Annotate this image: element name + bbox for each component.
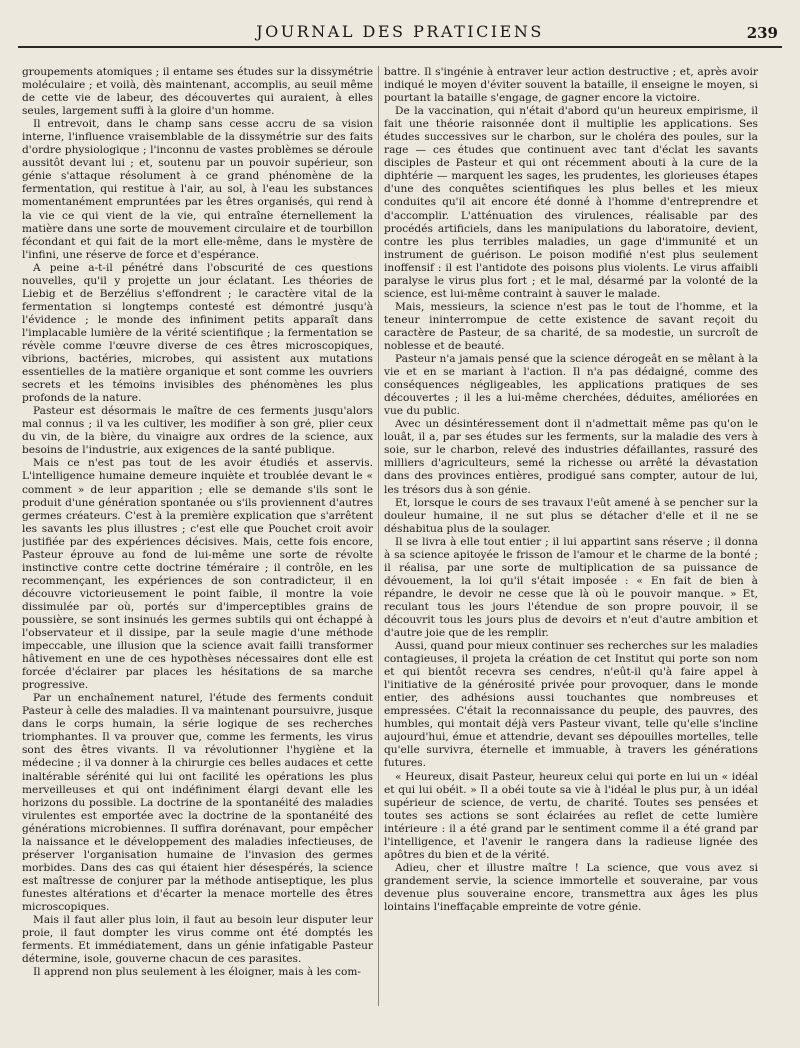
paragraph: Mais ce n'est pas tout de les avoir étudiés et asservis. L'intelligence humaine demeure inquiète et troublée devant le « comment » de leur apparition ; elle se demande s'ils sont le produit d'une génération spontanée ou s'ils proviennent d'autres germes créateurs. C'est à la première explication que s'arrêtent les savants les plus illustres ; c'est elle que Pouchet croit avoir justifiée par des expériences décisives. Mais, cette fois encore, Pasteur éprouve au fond de lui-même une sorte de révolte instinctive contre cette doctrine téméraire ; il contrôle, en les recommençant, les expériences de son contradicteur, il en découvre victorieusement le point faible, il montre la voie dissimulée par où, portés sur d'imperceptibles grains de poussière, se sont insinués les germes subtils qui ont échappé à l'observateur et il dissipe, par la seule magie d'une méthode impeccable, une illusion que la science avait failli transformer hâtivement en une de ces hypothèses nécessaires dont elle est forcée d'éclairer par places les hésitations de sa marche progressive.	[22, 457, 373, 692]
page-number: 239	[746, 24, 778, 42]
left-column	[22, 66, 373, 1036]
journal-title: JOURNAL DES PRATICIENS	[256, 22, 544, 41]
paragraph: Par un enchaînement naturel, l'étude des ferments conduit Pasteur à celle des maladies. Il va maintenant poursuivre, jusque dans le corps humain, la série logique de ses recherches triomphantes. Il va prouver que, comme les ferments, les virus sont des êtres vivants. Il va révolutionner l'hygiène et la médecine ; il va donner à la chirurgie ces belles audaces et cette inaltérable sérénité qui lui ont facilité les opérations les plus merveilleuses et qui ont indéfiniment élargi devant elle les horizons du possible. La doctrine de la spontanéité des maladies virulentes est emportée avec la doctrine de la spontanéité des générations microbiennes. Il suffira dorénavant, pour empêcher la naissance et le développement des maladies infectieuses, de préserver l'organisation humaine de l'invasion des germes morbides. Dans des cas qui étaient hier désespérés, la science est maîtresse de conjurer par la méthode antiseptique, les plus funestes altérations et d'écarter la menace mortelle des êtres microscopiques.	[22, 692, 373, 913]
column-divider	[378, 66, 379, 1006]
paragraph: Il entrevoit, dans le champ sans cesse accru de sa vision interne, l'influence vraisemblable de la dissymétrie sur des faits d'ordre physiologique ; l'inconnu de vastes problèmes se déroule aussitôt devant lui ; et, soutenu par un pouvoir supérieur, son génie s'attaque résolument à ce grand phénomène de la fermentation, qui restitue à l'air, au sol, à l'eau les substances momentanément empruntées par les êtres organisés, qui rend à la vie ce qui vient de la vie, qui entraîne éternellement la matière dans une sorte de mouvement circulaire et de tourbillon fécondant et qui fait de la mort elle-même, dans le mystère de l'infini, une réserve de force et d'espérance.	[22, 118, 373, 261]
paragraph: Pasteur est désormais le maître de ces ferments jusqu'alors mal connus ; il va les cultiver, les modifier à son gré, plier ceux du vin, de la bière, du vinaigre aux ordres de la science, aux besoins de l'industrie, aux exigences de la santé publique.	[22, 405, 373, 457]
header-rule	[18, 46, 782, 48]
paragraph: A peine a-t-il pénétré dans l'obscurité de ces questions nouvelles, qu'il y projette un jour éclatant. Les théories de Liebig et de Berzélius s'effondrent ; le caractère vital de la fermentation si longtemps contesté est démontré jusqu'à l'évidence ; le monde des infiniment petits apparaît dans l'implacable lumière de la vérité scientifique ; la fermentation se révèle comme l'œuvre diverse de ces êtres microscopiques, vibrions, bactéries, microbes, qui assistent aux mutations essentielles de la matière organique et sont comme les ouvriers secrets et les témoins invisibles des phénomènes les plus profonds de la nature.	[22, 261, 373, 405]
paragraph: battre. Il s'ingénie à entraver leur action destructive ; et, après avoir indiqué le moyen d'éviter souvent la bataille, il enseigne le moyen, si pourtant la bataille s'engage, de gagner encore la victoire.	[384, 66, 758, 105]
paragraph: Et, lorsque le cours de ses travaux l'eût amené à se pencher sur la douleur humaine, il ne sut plus se détacher d'elle et il ne se déshabitua plus de la soulager.	[384, 496, 758, 535]
paragraph: Avec un désintéressement dont il n'admettait même pas qu'on le louât, il a, par ses études sur les ferments, sur la maladie des vers à soie, sur le charbon, relevé des industries défaillantes, rassuré des milliers d'agriculteurs, semé la richesse ou arrêté la dévastation dans des provinces entières, prodigué sans compter, autour de lui, les trésors dus à son génie.	[384, 418, 758, 496]
paragraph: Il se livra à elle tout entier ; il lui appartint sans réserve ; il donna à sa science apitoyée le frisson de l'amour et le charme de la bonté ; il réalisa, par une sorte de multiplication de sa puissance de dévouement, la loi qu'il s'était imposée : « En fait de bien à répandre, le devoir ne cesse que là où le pouvoir manque. » Et, reculant tous les jours l'étendue de son propre pouvoir, il se découvrit tous les jours plus de devoirs et n'eut d'autre ambition et d'autre joie que de les remplir.	[384, 535, 758, 640]
paragraph: Mais il faut aller plus loin, il faut au besoin leur disputer leur proie, il faut dompter les virus comme ont été domptés les ferments. Et immédiatement, dans un génie infatigable Pasteur détermine, isole, gouverne chacun de ces parasites.	[22, 914, 373, 966]
paragraph: Aussi, quand pour mieux continuer ses recherches sur les maladies contagieuses, il projeta la création de cet Institut qui porte son nom et qui bientôt recevra ses cendres, n'eût-il qu'à faire appel à l'initiative de la générosité privée pour provoquer, dans le monde entier, des adhésions aussi touchantes que nombreuses et empressées. C'était la reconnaissance du peuple, des pauvres, des humbles, qui montait déjà vers Pasteur vivant, telle qu'elle s'incline aujourd'hui, émue et attendrie, devant ses dépouilles mortelles, telle qu'elle survivra, éternelle et immuable, à travers les générations futures.	[384, 640, 758, 770]
running-header	[18, 18, 782, 48]
paragraph: Pasteur n'a jamais pensé que la science dérogeât en se mêlant à la vie et en se mariant à l'action. Il n'a pas dédaigné, comme des conséquences négligeables, les applications pratiques de ses découvertes ; il les a lui-même cherchées, déduites, améliorées en vue du public.	[384, 353, 758, 418]
paragraph: « Heureux, disait Pasteur, heureux celui qui porte en lui un « idéal et qui lui obéit. » Il a obéi toute sa vie à l'idéal le plus pur, à un idéal supérieur de science, de vertu, de charité. Toutes ses pensées et toutes ses actions se sont éclairées au reflet de cette lumière intérieure : il a été grand par le sentiment comme il a été grand par l'intelligence, et l'avenir le rangera dans la radieuse lignée des apôtres du bien et de la vérité.	[384, 770, 758, 861]
paragraph: Il apprend non plus seulement à les éloigner, mais à les com-	[33, 966, 361, 979]
paragraph: Mais, messieurs, la science n'est pas le tout de l'homme, et la teneur ininterrompue de cette existence de savant reçoit du caractère de Pasteur, de sa charité, de sa modestie, un surcroît de noblesse et de beauté.	[384, 300, 758, 352]
paragraph: Adieu, cher et illustre maître ! La science, que vous avez si grandement servie, la science immortelle et souveraine, par vous devenue plus souveraine encore, transmettra aux âges les plus lointains l'ineffaçable empreinte de votre génie.	[384, 861, 758, 913]
paragraph: De la vaccination, qui n'était d'abord qu'un heureux empirisme, il fait une théorie raisonnée dont il multiplie les applications. Ses études successives sur le charbon, sur le choléra des poules, sur la rage — ces études que continuent avec tant d'éclat les savants disciples de Pasteur et qui ont récemment abouti à la cure de la diphtérie — marquent les sages, les prudentes, les glorieuses étapes d'une des conquêtes scientifiques les plus belles et les mieux conduites qu'il ait encore été donné à l'homme d'entreprendre et d'accomplir. L'atténuation des virulences, réalisable par des procédés artificiels, dans les manipulations du laboratoire, devient, contre les plus terribles maladies, un gage d'immunité et un instrument de guérison. Le poison modifié n'est plus seulement inoffensif : il est l'antidote des poisons plus violents. Le virus affaibli paralyse le virus plus fort ; et le mal, désarmé par la volonté de la science, est lui-même contraint à sauver le malade.	[384, 105, 758, 300]
paragraph: groupements atomiques ; il entame ses études sur la dissymétrie moléculaire ; et voilà, dès maintenant, accomplis, au seuil même de cette vie de labeur, des découvertes qui auraient, à elles seules, largement suffi à la gloire d'un homme.	[22, 66, 373, 118]
right-column	[384, 66, 758, 1036]
